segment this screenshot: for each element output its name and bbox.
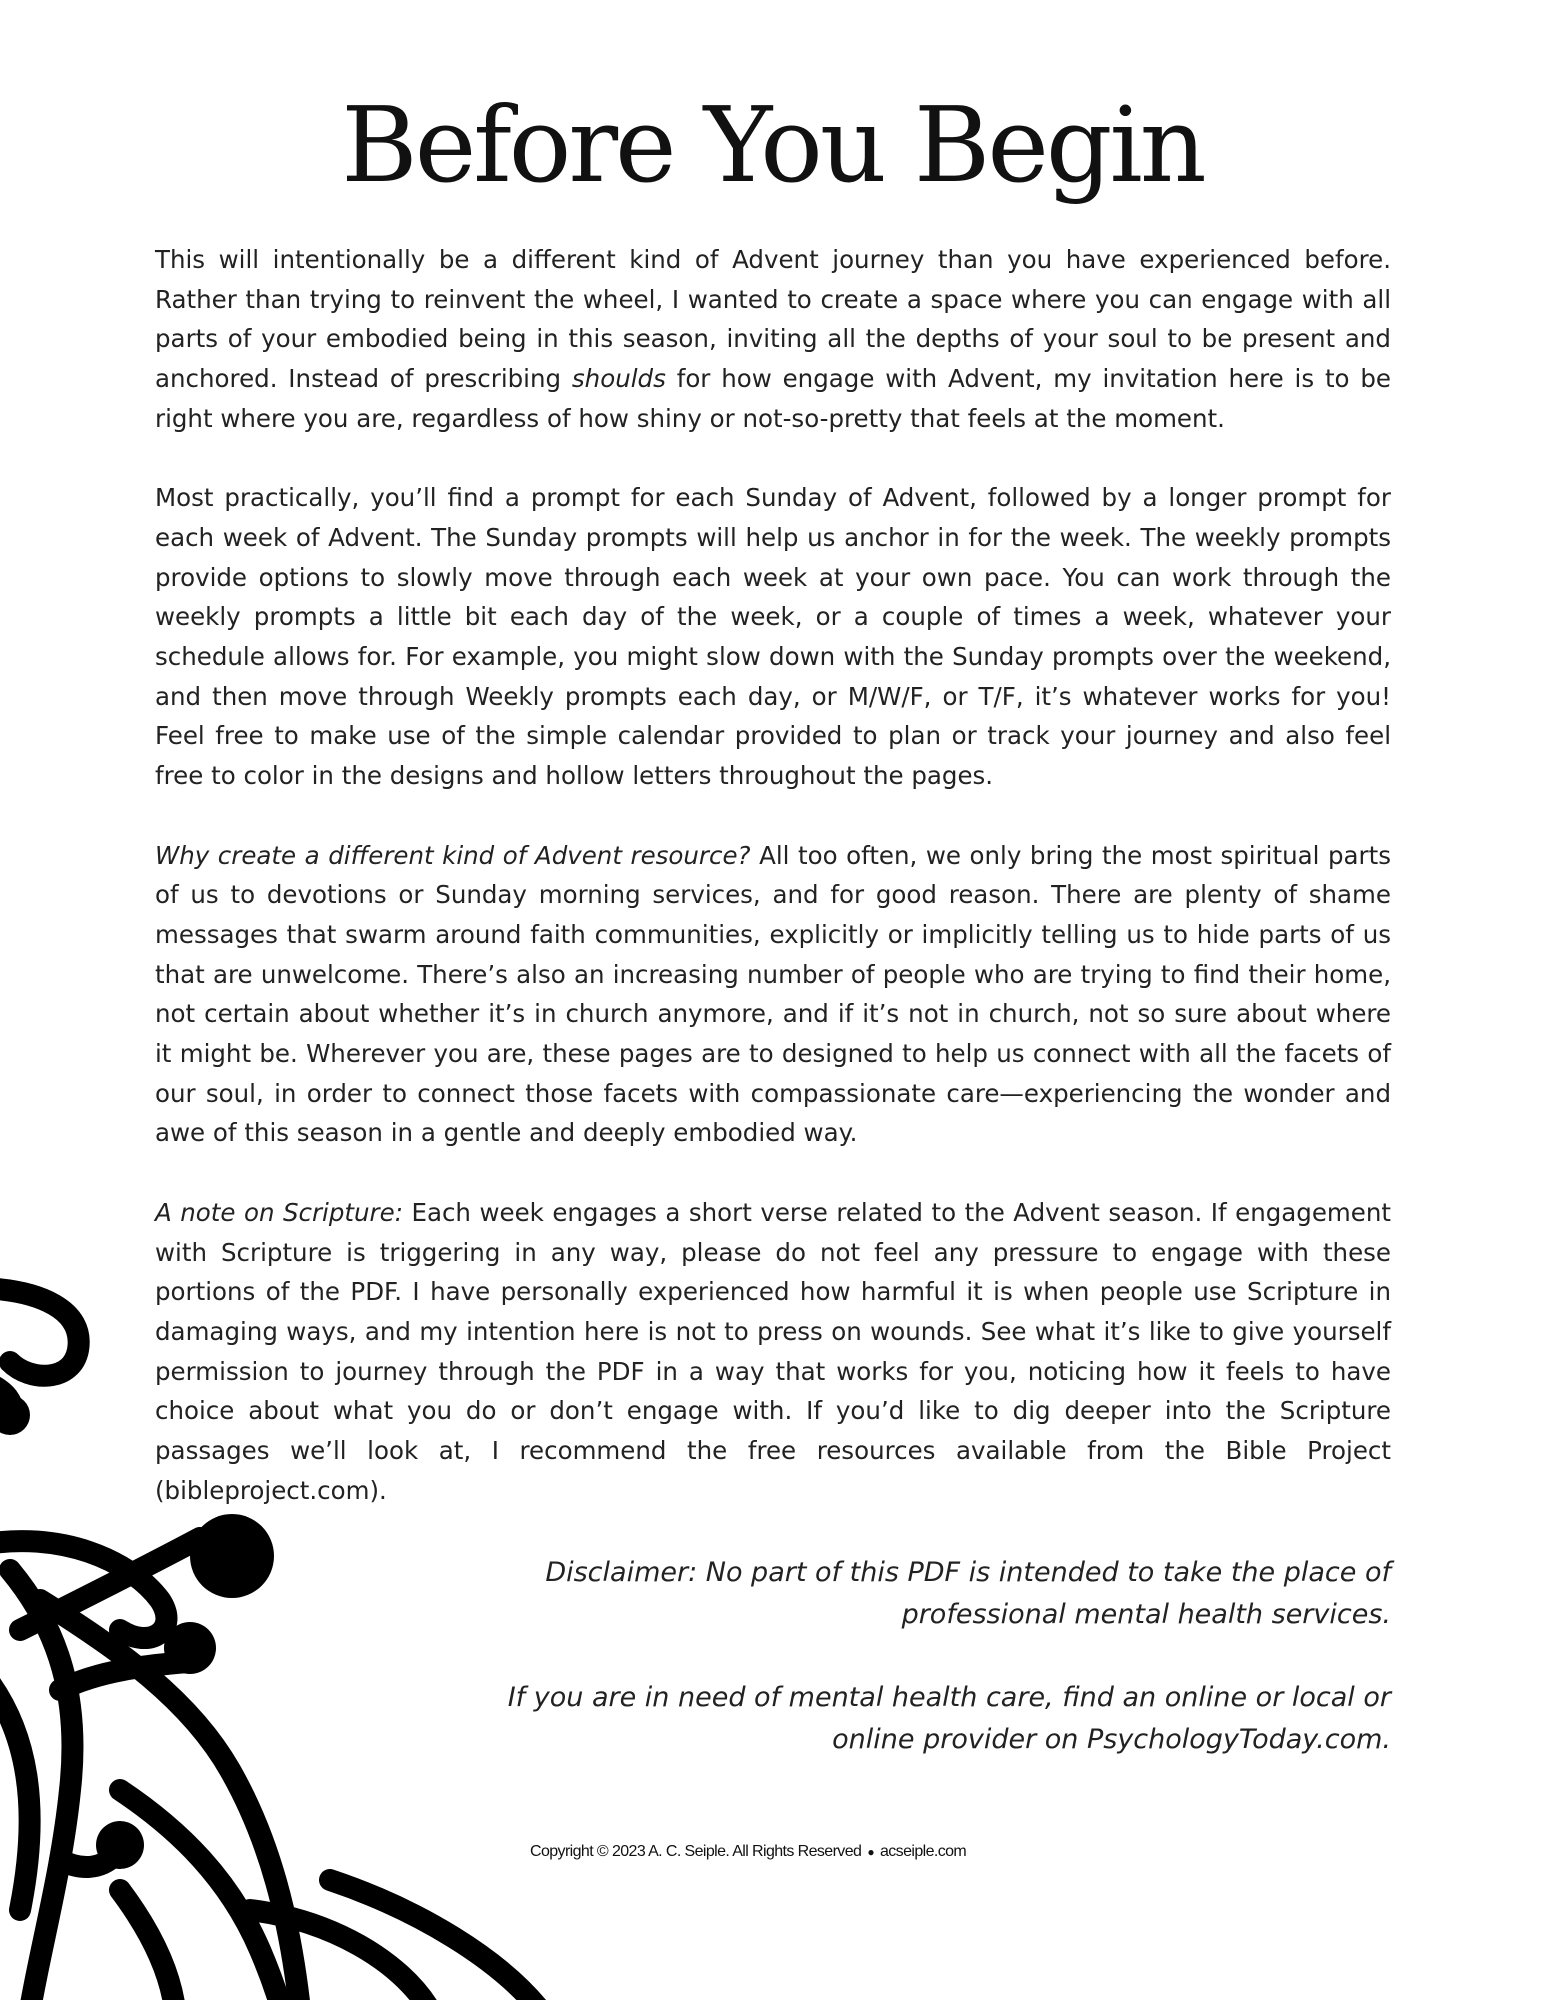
- botanical-leaf-illustration: [0, 1270, 600, 2000]
- why-text: All too often, we only bring the most spiritual parts of us to devotions or Sunday morning services, and for good reason. There are plenty of shame messages that swarm around faith communities, explicitly or implicitly telling us to hide parts of us that are unwelcome. There’s also an increasing number of people who are trying to find their home, not certain about whether it’s in church anymore, and if it’s not in church, not so sure about where it might be. Wherever you are, these pages are to designed to help us connect with all the facets of our soul, in order to connect those facets with compassionate care—experiencing the wonder and awe of this season in a gentle and deeply embodied way.: [155, 840, 1391, 1148]
- intro-text-start: This will intentionally be a different kind of Advent journey than you have experienced before. Rather than trying to reinvent the wheel, I wanted to create a space where you can engage with all parts of your embodied being in this season, inviting all the depths of your soul to be present and anchored. Instead of prescribing: [155, 245, 1391, 394]
- scripture-lead: A note on Scripture:: [155, 1197, 403, 1227]
- page-title: Before You Begin: [341, 84, 1204, 206]
- disclaimer-line-2: If you are in need of mental health care, find an online or local or online provider on PsychologyToday.com.: [507, 1682, 1391, 1755]
- disclaimer-line-1: Disclaimer: No part of this PDF is intended to take the place of professional mental health services.: [545, 1557, 1391, 1630]
- intro-paragraph: [155, 240, 1391, 439]
- why-lead: Why create a different kind of Advent resource?: [155, 840, 751, 870]
- intro-italic-word: shoulds: [571, 364, 666, 394]
- why-paragraph: [155, 836, 1391, 1154]
- copyright-text: Copyright © 2023 A. C. Seiple. All Rights Reserved: [530, 1843, 862, 1860]
- practical-paragraph: Most practically, you’ll find a prompt for each Sunday of Advent, followed by a longer prompt for each week of Advent. The Sunday prompts will help us anchor in for the week. The weekly prompts provide options to slowly move through each week at your own pace. You can work through the weekly prompts a little bit each day of the week, or a couple of times a week, whatever your schedule allows for. For example, you might slow down with the Sunday prompts over the weekend, and then move through Weekly prompts each day, or M/W/F, or T/F, it’s whatever works for you! Feel free to make use of the simple calendar provided to plan or track your journey and also feel free to color in the designs and hollow letters throughout the pages.: [155, 483, 1391, 791]
- intro-text-end: for how engage with Advent, my invitation here is to be right where you are, regardless of how shiny or not-so-pretty that feels at the moment.: [155, 364, 1391, 433]
- bullet-separator: ●: [867, 1845, 874, 1859]
- scripture-text: Each week engages a short verse related to the Advent season. If engagement with Scripture is triggering in any way, please do not feel any pressure to engage with these portions of the PDF. I have personally experienced how harmful it is when people use Scripture in damaging ways, and my intention here is not to press on wounds. See what it’s like to give yourself permission to journey through the PDF in a way that works for you, noticing how it feels to have choice about what you do or don’t engage with. If you’d like to dig deeper into the Scripture passages we’ll look at, I recommend the free resources available from the Bible Project (bibleproject.com).: [155, 1197, 1392, 1505]
- disclaimer: [491, 1552, 1391, 1802]
- website-text: acseiple.com: [879, 1843, 967, 1860]
